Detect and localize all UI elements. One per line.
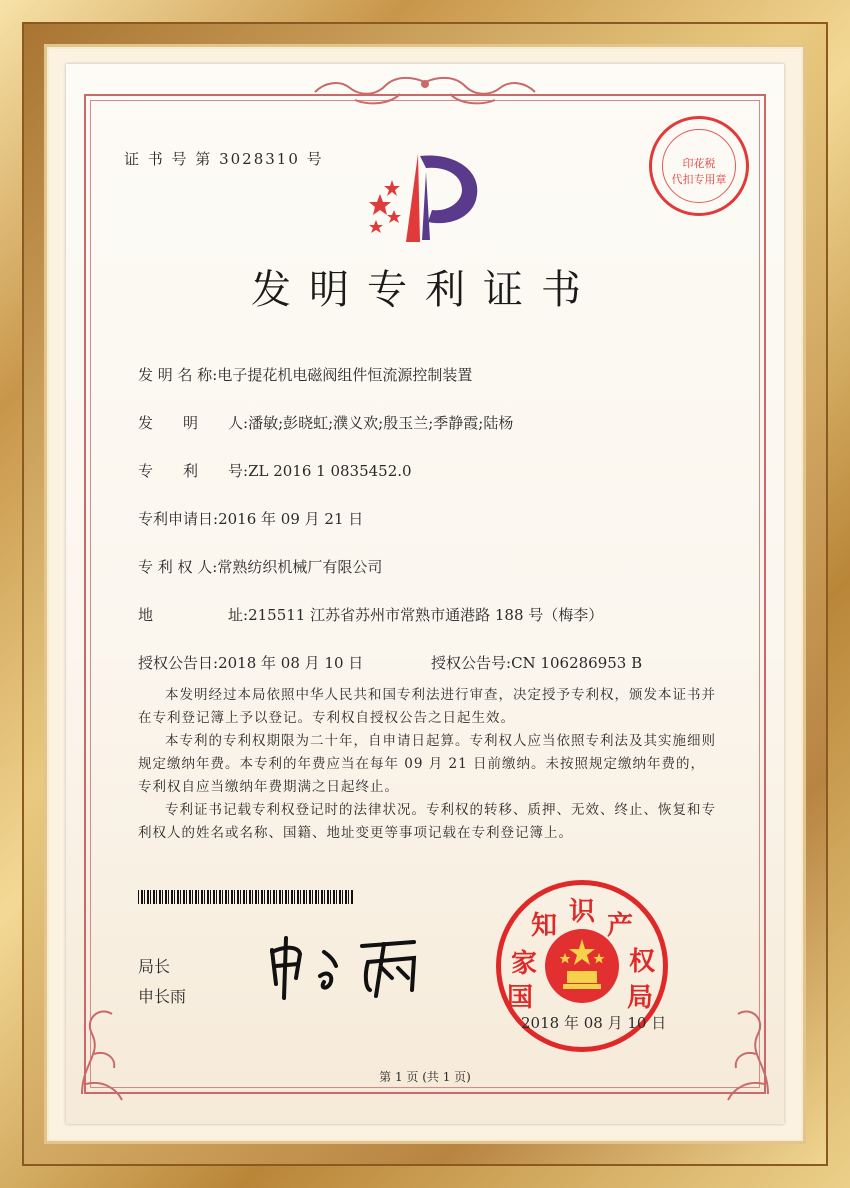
seal-char-4: 识	[569, 897, 596, 927]
field-inventors: 发 明 人:潘敏;彭晓虹;濮义欢;殷玉兰;季静霞;陆杨	[138, 414, 514, 432]
paragraph-2: 本专利的专利权期限为二十年，自申请日起算。专利权人应当依照专利法及其实施细则规定缴纳年费。本专利的年费应当在每年 09 月 21 日前缴纳。未按照规定缴纳年费的，专利权自应当缴纳年费期满之日起终止。	[138, 733, 716, 795]
stamp-tax-line1: 印花税	[682, 157, 716, 170]
stamp-tax-seal	[649, 116, 749, 216]
certificate-number: 证 书 号 第 3028310 号	[124, 150, 324, 168]
bottom-left-ornament-icon	[72, 984, 142, 1104]
field-filing-date: 专利申请日:2016 年 09 月 21 日	[138, 510, 364, 528]
seal-char-3: 知	[531, 911, 558, 941]
barcode	[138, 890, 353, 904]
seal-char-6: 权	[629, 947, 656, 977]
paragraph-3: 专利证书记载专利权登记时的法律状况。专利权的转移、质押、无效、终止、恢复和专利权人的姓名或名称、国籍、地址变更等事项记载在专利登记簿上。	[138, 802, 716, 841]
field-invention-name: 发 明 名 称:电子提花机电磁阀组件恒流源控制装置	[138, 366, 473, 384]
field-grant-number: 授权公告号:CN 106286953 B	[431, 654, 643, 672]
handwritten-signature-icon	[264, 932, 434, 1002]
seal-char-5: 产	[607, 911, 634, 941]
patent-office-logo-icon	[366, 150, 486, 250]
seal-char-2: 家	[511, 949, 538, 979]
field-address: 地 址:215511 江苏省苏州市常熟市通港路 188 号（梅李）	[138, 606, 604, 624]
certificate-title: 发明专利证书	[251, 267, 599, 313]
seal-date: 2018 年 08 月 10 日	[521, 1014, 667, 1032]
seal-char-1: 国	[507, 983, 534, 1013]
stamp-tax-line2: 代扣专用章	[671, 173, 727, 186]
page-number: 第 1 页 (共 1 页)	[379, 1070, 471, 1084]
seal-char-7: 局	[627, 983, 654, 1013]
body-text	[138, 684, 718, 845]
bottom-right-ornament-icon	[708, 984, 778, 1104]
certificate-paper	[66, 64, 784, 1124]
field-patent-number: 专 利 号:ZL 2016 1 0835452.0	[138, 462, 412, 480]
director-name: 申长雨	[138, 987, 187, 1006]
director-title: 局长	[138, 957, 171, 976]
field-grant-date: 授权公告日:2018 年 08 月 10 日	[138, 654, 364, 672]
top-ornament-icon	[300, 74, 550, 114]
field-patentee: 专 利 权 人:常熟纺织机械厂有限公司	[138, 558, 383, 576]
paragraph-1: 本发明经过本局依照中华人民共和国专利法进行审查，决定授予专利权，颁发本证书并在专利登记簿上予以登记。专利权自授权公告之日起生效。	[138, 687, 716, 726]
